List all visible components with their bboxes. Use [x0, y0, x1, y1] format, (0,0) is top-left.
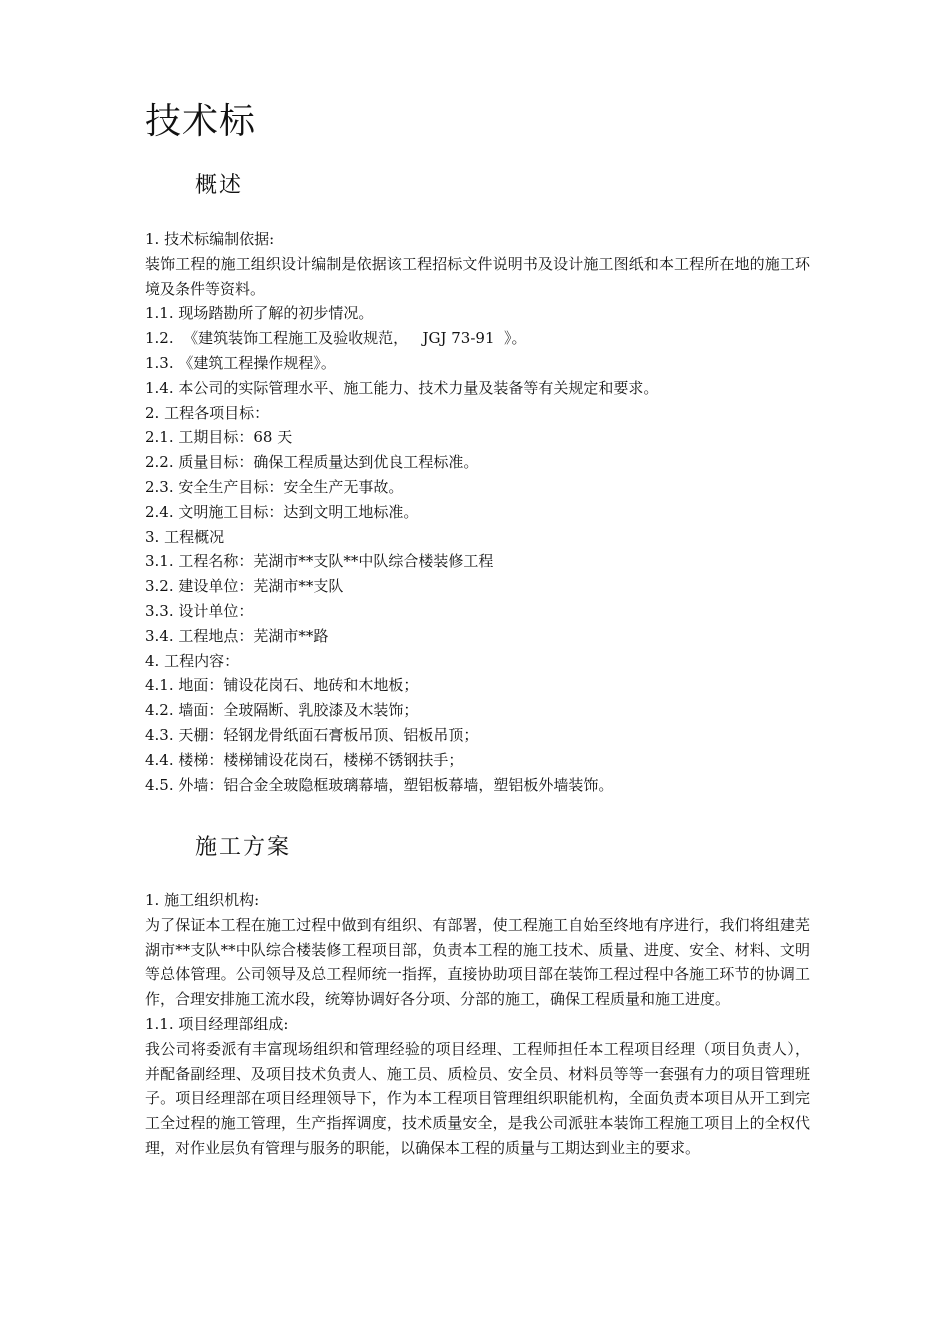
text-line: 2.1. 工期目标：68 天: [145, 428, 293, 447]
text-line: 4.3. 天棚：轻钢龙骨纸面石膏板吊顶、铝板吊顶；: [145, 725, 479, 744]
text-line: 1.1. 现场踏勘所了解的初步情况。: [145, 304, 374, 323]
text-line: 1.3. 《建筑工程操作规程》。: [145, 353, 336, 372]
text-line: 3.3. 设计单位：: [145, 601, 254, 620]
paragraph: 我公司将委派有丰富现场组织和管理经验的项目经理、工程师担任本工程项目经理（项目负责人），并配备副经理、及项目技术负责人、施工员、质检员、安全员、材料员等等一套强有力的项目管理班子。项目经理部在项目经理领导下，作为本工程项目管理组织职能机构，全面负责本项目从开工到完工全过程的施工管理，生产指挥调度，技术质量安全，是我公司派驻本装饰工程施工项目上的全权代理，对作业层负有管理与服务的职能，以确保本工程的质量与工期达到业主的要求。: [145, 1039, 810, 1157]
paragraph: 装饰工程的施工组织设计编制是依据该工程招标文件说明书及设计施工图纸和本工程所在地的施工环境及条件等资料。: [145, 254, 810, 298]
text-line: 2.3. 安全生产目标：安全生产无事故。: [145, 477, 404, 496]
text-line: 3.2. 建设单位：芜湖市**支队: [145, 577, 344, 596]
construction-plan-section-body: [145, 888, 810, 1161]
overview-section-body: [145, 227, 810, 797]
text-line: 4.4. 楼梯：楼梯铺设花岗石，楼梯不锈钢扶手；: [145, 750, 464, 769]
text-line: 4.2. 墙面：全玻隔断、乳胶漆及木装饰；: [145, 701, 419, 720]
text-line: 1.1. 项目经理部组成:: [145, 1014, 289, 1033]
text-line: 1. 技术标编制依据:: [145, 230, 275, 248]
text-line: 1. 施工组织机构:: [145, 891, 260, 909]
text-line: 2. 工程各项目标：: [145, 403, 270, 422]
section-heading-overview: 概述: [195, 173, 244, 198]
text-line: 4.1. 地面：铺设花岗石、地砖和木地板；: [145, 676, 419, 695]
section-heading-construction-plan: 施工方案: [195, 835, 292, 860]
text-line: 4.5. 外墙：铝合金全玻隐框玻璃幕墙，塑铝板幕墙，塑铝板外墙装饰。: [145, 775, 614, 794]
text-line: 3. 工程概况: [145, 527, 225, 546]
text-line: 3.4. 工程地点：芜湖市**路: [145, 626, 329, 645]
text-line: 4. 工程内容：: [145, 651, 240, 670]
document-title: 技术标: [145, 101, 257, 142]
text-line: 2.2. 质量目标：确保工程质量达到优良工程标准。: [145, 453, 479, 472]
text-line: 2.4. 文明施工目标：达到文明工地标准。: [145, 502, 419, 521]
text-line: 3.1. 工程名称：芜湖市**支队**中队综合楼装修工程: [145, 552, 494, 571]
paragraph: 为了保证本工程在施工过程中做到有组织、有部署，使工程施工自始至终地有序进行，我们将组建芜湖市**支队**中队综合楼装修工程项目部，负责本工程的施工技术、质量、进度、安全、材料、文明等总体管理。公司领导及总工程师统一指挥，直接协助项目部在装饰工程过程中各施工环节的协调工作，合理安排施工流水段，统筹协调好各分项、分部的施工，确保工程质量和施工进度。: [145, 915, 810, 1009]
text-line: 1.4. 本公司的实际管理水平、施工能力、技术力量及装备等有关规定和要求。: [145, 378, 659, 397]
text-line: 1.2. 《建筑装饰工程施工及验收规范， JGJ 73-91 》。: [145, 329, 527, 348]
